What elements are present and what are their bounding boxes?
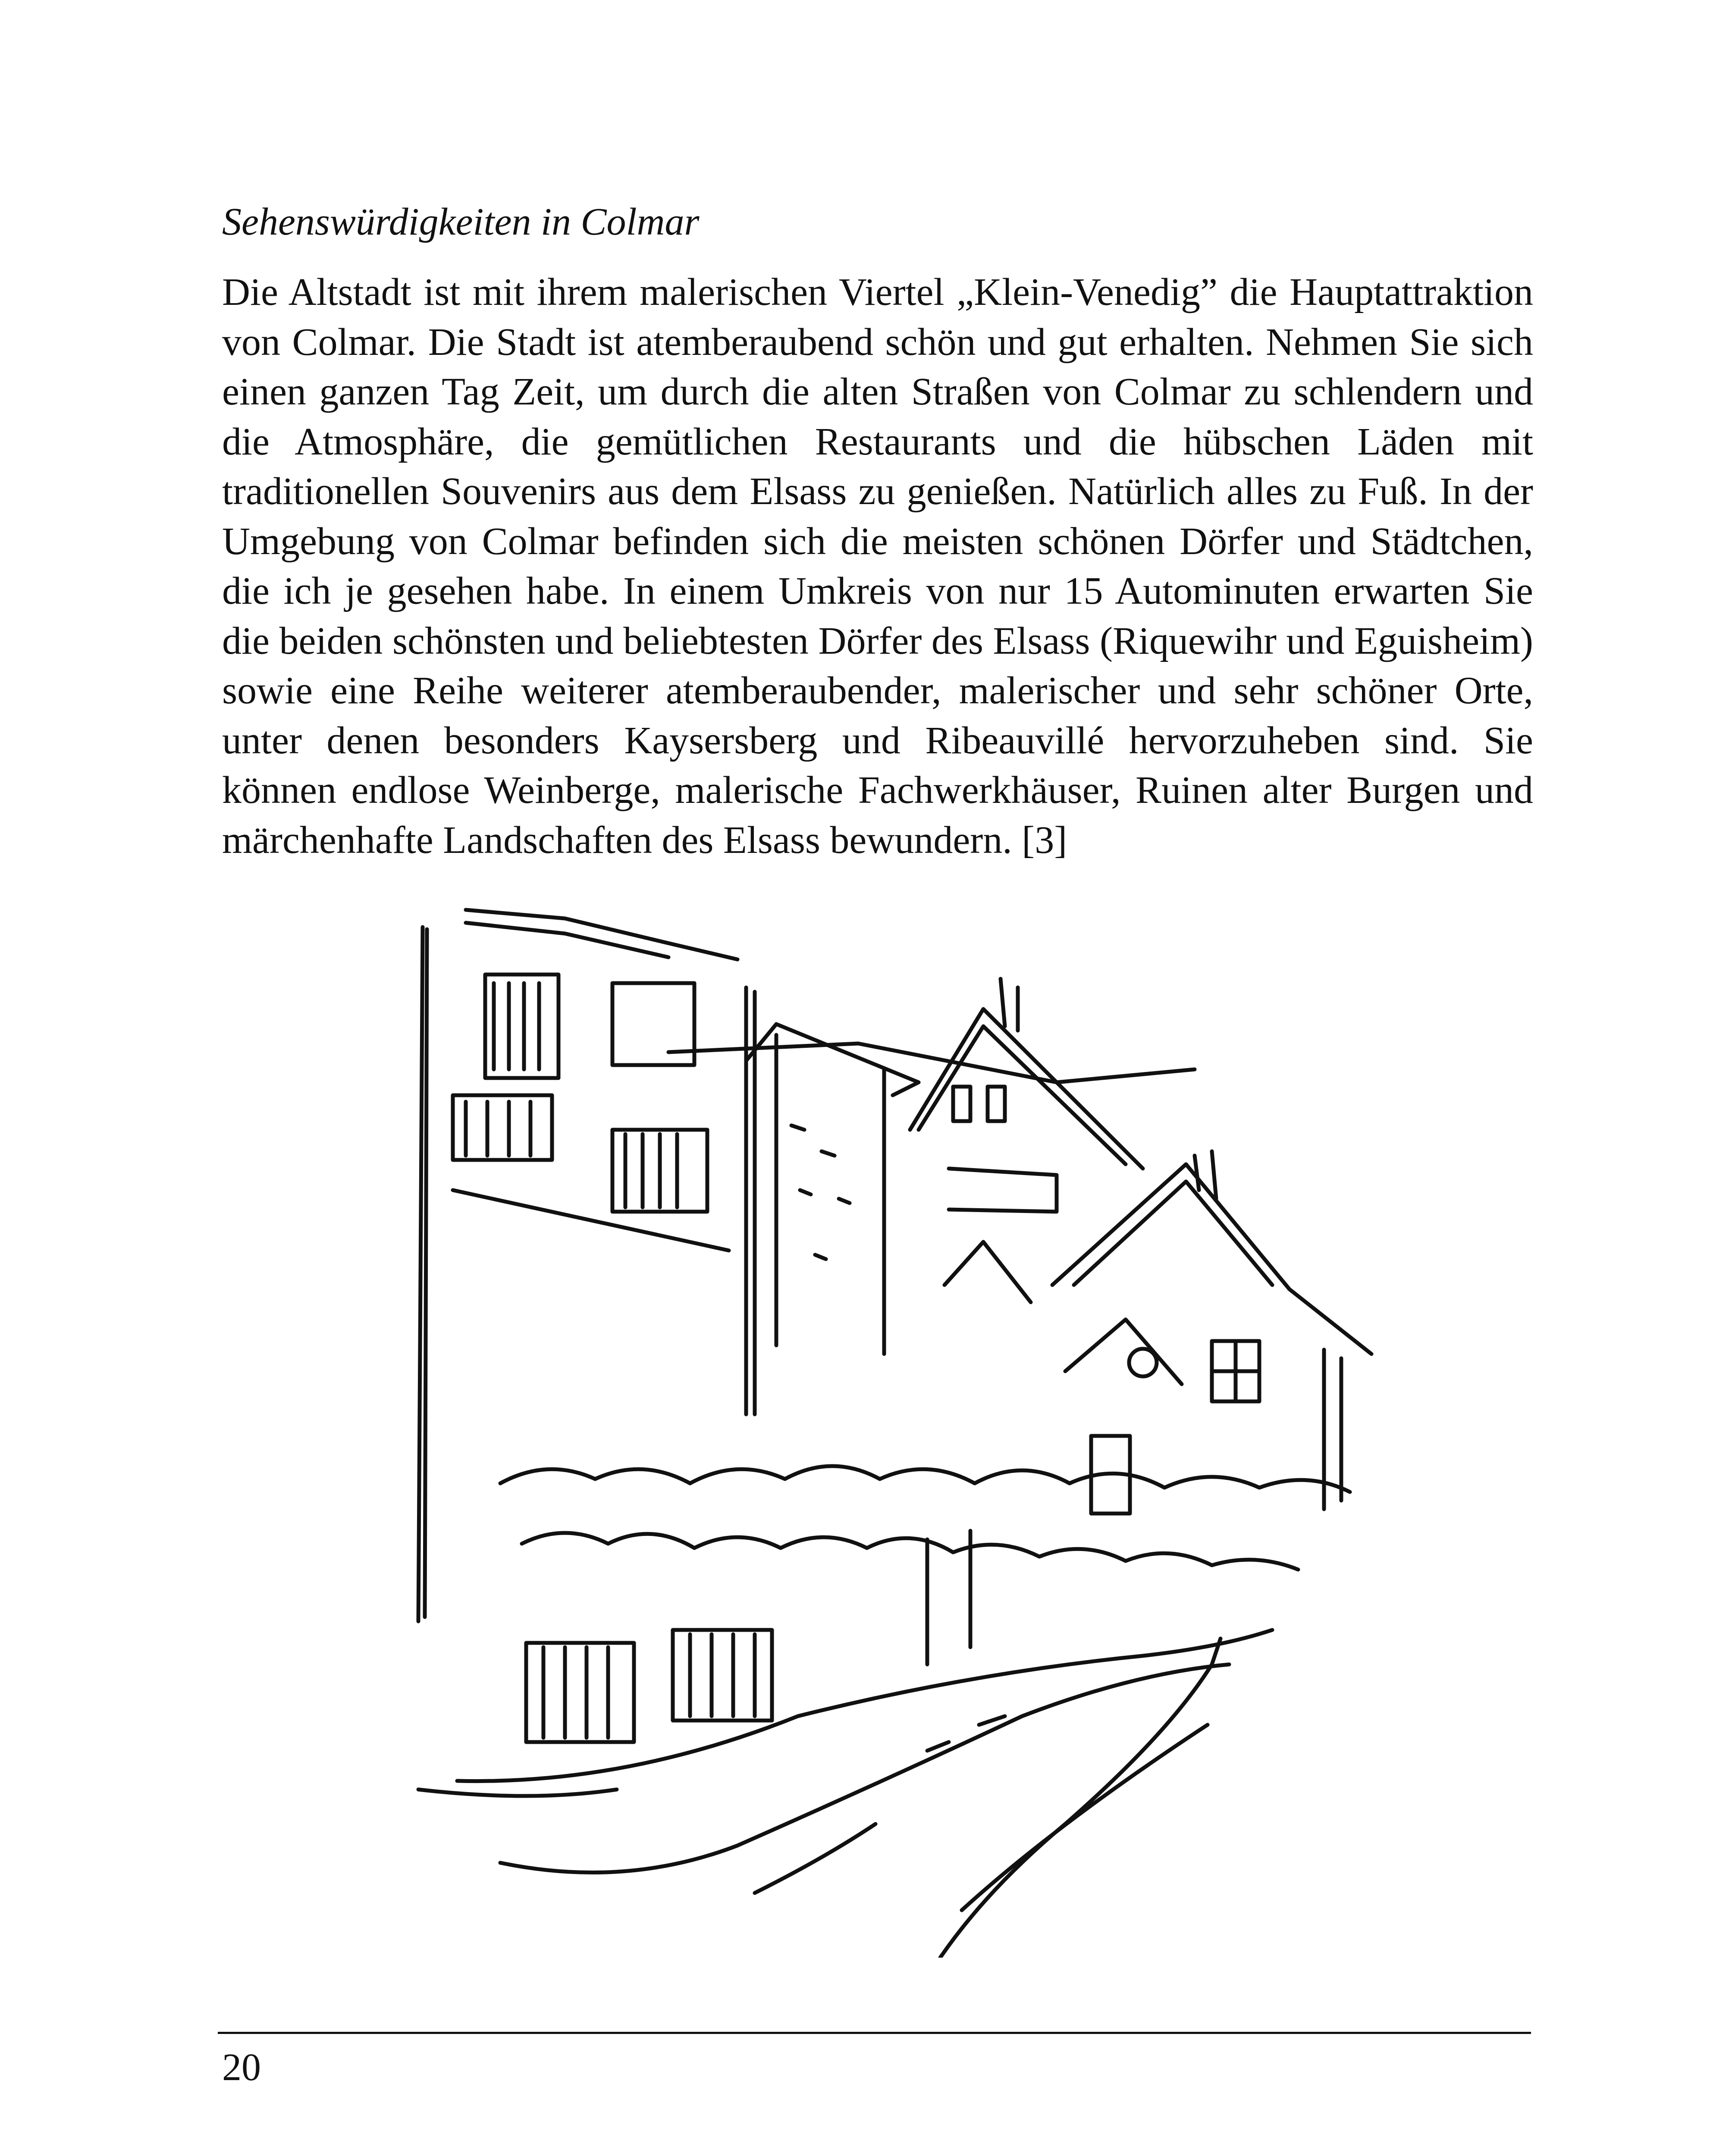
- footer-rule: [218, 2032, 1531, 2034]
- section-heading: Sehenswürdigkeiten in Colmar: [222, 201, 700, 243]
- body-paragraph: Die Altstadt ist mit ihrem malerischen Viertel „Klein-Venedig” die Hauptattraktion von Colmar. Die Stadt ist atemberaubend schön und gut erhalten. Nehmen Sie sich einen ganzen Tag Zeit, um durch die alten Straßen von Colmar zu schlendern und die Atmosphäre, die gemütlichen Restaurants und die hübschen Läden mit traditionellen Souvenirs aus dem Elsass zu genießen. Natürlich alles zu Fuß. In der Umgebung von Colmar befinden sich die meisten schönen Dörfer und Städtchen, die ich je gesehen habe. In einem Umkreis von nur 15 Autominuten erwarten Sie die beiden schönsten und beliebtesten Dörfer des Elsass (Riquewihr und Eguisheim) sowie eine Reihe weiterer atemberaubender, malerischer und sehr schöner Orte, unter denen besonders Kaysersberg und Ribeauvillé hervorzuheben sind. Sie können endlose Weinberge, malerische Fachwerkhäuser, Ruinen alter Burgen und märchenhafte Landschaften des Elsass bewundern. [3]: [222, 271, 1533, 862]
- body-text: [222, 267, 1533, 865]
- page-number: 20: [222, 2046, 261, 2089]
- street-sketch-icon: [410, 854, 1376, 1958]
